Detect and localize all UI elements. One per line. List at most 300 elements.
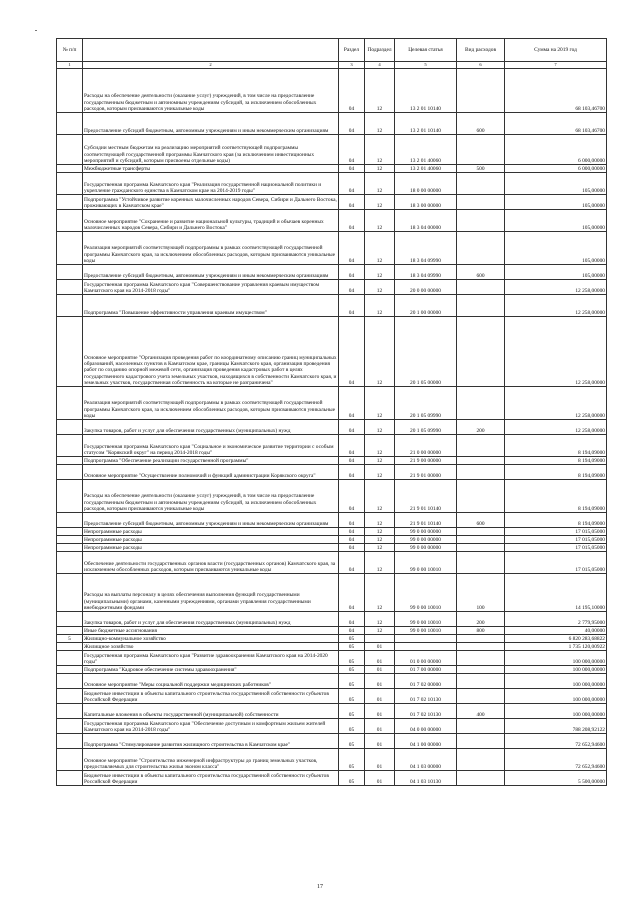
table-row: [57, 295, 607, 317]
cell-section: 04: [339, 195, 365, 210]
col-header-num: № п/п: [57, 39, 83, 62]
cell-section: 04: [339, 544, 365, 552]
budget-table-sheet: [56, 38, 606, 786]
cell-subsection: 12: [365, 173, 395, 195]
table-row: [57, 544, 607, 552]
cell-num: [57, 528, 83, 536]
cell-target: 21 9 00 00000: [395, 457, 457, 465]
cell-name: Жилищно-коммунальное хозяйство: [83, 635, 339, 643]
cell-type: [457, 651, 505, 666]
cell-type: [457, 295, 505, 317]
cell-amount: 17 015,05000: [505, 544, 607, 552]
cell-target: 01 7 00 00000: [395, 666, 457, 674]
cell-type: [457, 435, 505, 457]
cell-num: [57, 574, 83, 612]
cell-amount: 17 015,05000: [505, 536, 607, 544]
cell-section: 04: [339, 317, 365, 387]
table-row: [57, 387, 607, 420]
cell-type: [457, 465, 505, 480]
cell-subsection: 01: [365, 666, 395, 674]
cell-type: [457, 280, 505, 295]
cell-name: Реализация мероприятий соответствующей подпрограммы в рамках соответствующей государственной программы Камчатского края, за исключением обособленных расходов, которым присваиваются уникальные коды: [83, 387, 339, 420]
col-header-amount: Сумма на 2019 год: [505, 39, 607, 62]
cell-section: 04: [339, 513, 365, 528]
table-index-row: [57, 62, 607, 69]
cell-subsection: 12: [365, 165, 395, 173]
table-row: [57, 513, 607, 528]
cell-type: [457, 635, 505, 643]
cell-type: 500: [457, 165, 505, 173]
cell-name: Бюджетные инвестиции в объекты капитального строительства государственной собственности субъектов Российской Федерации: [83, 689, 339, 704]
cell-name: Государственная программа Камчатского края "Социальное и экономическое развитие территории с особым статусом "Корякский округ" на период 2014-2018 годы": [83, 435, 339, 457]
cell-subsection: 01: [365, 771, 395, 786]
cell-name: Капитальные вложения в объекты государственной (муниципальной) собственности: [83, 704, 339, 719]
cell-amount: 12 258,00000: [505, 280, 607, 295]
cell-name: Государственная программа Камчатского края "Реализация государственной национальной политики и укрепление гражданского единства в Камчатском крае на 2014-2019 годы": [83, 173, 339, 195]
cell-subsection: 12: [365, 387, 395, 420]
cell-amount: 8 194,09000: [505, 465, 607, 480]
cell-subsection: 12: [365, 513, 395, 528]
col-index-1: 1: [57, 62, 83, 69]
cell-subsection: 01: [365, 704, 395, 719]
col-index-5: 5: [395, 62, 457, 69]
cell-target: 99 0 00 10010: [395, 627, 457, 635]
cell-name: Государственная программа Камчатского края "Совершенствование управления краевым имуществом Камчатского края на 2014-2018 годы": [83, 280, 339, 295]
cell-target: 13 2 01 10140: [395, 113, 457, 135]
table-row: [57, 627, 607, 635]
table-row: [57, 666, 607, 674]
cell-subsection: 12: [365, 195, 395, 210]
cell-amount: 100 000,00000: [505, 704, 607, 719]
cell-subsection: 12: [365, 536, 395, 544]
cell-section: 04: [339, 173, 365, 195]
cell-target: 20 0 00 00000: [395, 280, 457, 295]
cell-type: [457, 210, 505, 232]
cell-name: Непрограммные расходы: [83, 544, 339, 552]
table-row: [57, 480, 607, 513]
col-index-7: 7: [505, 62, 607, 69]
cell-amount: 12 258,00000: [505, 317, 607, 387]
cell-target: 99 0 00 00000: [395, 544, 457, 552]
cell-num: [57, 674, 83, 689]
cell-subsection: 12: [365, 113, 395, 135]
cell-type: [457, 232, 505, 265]
cell-amount: 6 000,00000: [505, 165, 607, 173]
cell-section: 05: [339, 704, 365, 719]
table-row: [57, 612, 607, 627]
cell-name: Расходы на обеспечение деятельности (оказание услуг) учреждений, в том числе на предоставление государственным бюджетным и автономным учреждениям субсидий, за исключением обособленных расходов, которым присваиваются уникальные коды: [83, 69, 339, 113]
cell-type: [457, 528, 505, 536]
table-row: [57, 536, 607, 544]
cell-name: Основное мероприятие "Строительство инженерной инфраструктуры до границ земельных участков, предоставляемых для строительства жилья эконом класса": [83, 749, 339, 771]
col-header-subsection: Подраздел: [365, 39, 395, 62]
cell-amount: 788 208,92122: [505, 719, 607, 734]
cell-subsection: [365, 635, 395, 643]
cell-section: 04: [339, 536, 365, 544]
cell-num: [57, 317, 83, 387]
cell-type: [457, 643, 505, 651]
cell-type: [457, 771, 505, 786]
cell-subsection: 01: [365, 674, 395, 689]
cell-subsection: 12: [365, 612, 395, 627]
cell-subsection: 12: [365, 280, 395, 295]
cell-target: 13 2 01 10140: [395, 69, 457, 113]
cell-num: [57, 265, 83, 280]
cell-subsection: 12: [365, 420, 395, 435]
cell-target: 20 1 00 00000: [395, 295, 457, 317]
cell-type: 200: [457, 420, 505, 435]
cell-target: 99 0 00 00000: [395, 536, 457, 544]
cell-name: Закупка товаров, работ и услуг для обеспечения государственных (муниципальных) нужд: [83, 420, 339, 435]
cell-section: 04: [339, 232, 365, 265]
cell-amount: 105,00000: [505, 210, 607, 232]
cell-num: [57, 771, 83, 786]
table-row: [57, 210, 607, 232]
table-row: [57, 173, 607, 195]
page-number: 17: [317, 884, 323, 890]
cell-num: [57, 280, 83, 295]
cell-section: 04: [339, 435, 365, 457]
cell-section: 05: [339, 643, 365, 651]
cell-name: Основное мероприятие "Меры социальной поддержки медицинских работников": [83, 674, 339, 689]
cell-type: [457, 173, 505, 195]
cell-section: 04: [339, 480, 365, 513]
cell-num: [57, 210, 83, 232]
cell-amount: 6 820 283,68822: [505, 635, 607, 643]
table-row: [57, 435, 607, 457]
cell-name: Межбюджетные трансферты: [83, 165, 339, 173]
cell-num: [57, 195, 83, 210]
table-row: [57, 457, 607, 465]
cell-type: [457, 69, 505, 113]
col-index-2: 2: [83, 62, 339, 69]
table-row: [57, 635, 607, 643]
cell-type: 100: [457, 574, 505, 612]
table-row: [57, 69, 607, 113]
table-row: [57, 749, 607, 771]
cell-section: 05: [339, 771, 365, 786]
cell-target: 04 1 03 00000: [395, 749, 457, 771]
cell-type: [457, 317, 505, 387]
cell-subsection: 12: [365, 232, 395, 265]
cell-section: 05: [339, 666, 365, 674]
cell-type: [457, 544, 505, 552]
cell-subsection: 01: [365, 643, 395, 651]
cell-amount: 105,00000: [505, 195, 607, 210]
cell-num: [57, 536, 83, 544]
cell-section: 05: [339, 689, 365, 704]
cell-target: 18 0 00 00000: [395, 173, 457, 195]
cell-type: [457, 135, 505, 165]
cell-subsection: 12: [365, 574, 395, 612]
cell-subsection: 12: [365, 627, 395, 635]
cell-target: 18 3 04 09990: [395, 232, 457, 265]
cell-target: 04 1 00 00000: [395, 734, 457, 749]
cell-section: 05: [339, 674, 365, 689]
cell-type: [457, 552, 505, 574]
cell-num: [57, 627, 83, 635]
cell-num: [57, 513, 83, 528]
cell-amount: 105,00000: [505, 265, 607, 280]
cell-target: 18 3 00 00000: [395, 195, 457, 210]
cell-target: 21 9 01 10140: [395, 513, 457, 528]
cell-type: [457, 734, 505, 749]
cell-section: 04: [339, 420, 365, 435]
cell-num: [57, 435, 83, 457]
cell-subsection: 12: [365, 435, 395, 457]
cell-num: [57, 734, 83, 749]
scan-mark: [35, 30, 37, 31]
table-header-row: [57, 39, 607, 62]
cell-name: Непрограммные расходы: [83, 536, 339, 544]
cell-name: Закупка товаров, работ и услуг для обеспечения государственных (муниципальных) нужд: [83, 612, 339, 627]
cell-section: 05: [339, 749, 365, 771]
cell-section: 04: [339, 165, 365, 173]
cell-name: Бюджетные инвестиции в объекты капитального строительства государственной собственности субъектов Российской Федерации: [83, 771, 339, 786]
cell-subsection: 12: [365, 465, 395, 480]
table-row: [57, 232, 607, 265]
cell-type: [457, 387, 505, 420]
cell-target: 20 1 05 09990: [395, 420, 457, 435]
cell-num: [57, 465, 83, 480]
cell-amount: 72 652,94600: [505, 734, 607, 749]
table-row: [57, 135, 607, 165]
cell-amount: 5 500,00000: [505, 771, 607, 786]
cell-num: [57, 113, 83, 135]
cell-amount: 100 000,00000: [505, 666, 607, 674]
table-row: [57, 574, 607, 612]
table-row: [57, 265, 607, 280]
cell-type: 600: [457, 265, 505, 280]
table-row: [57, 771, 607, 786]
table-row: [57, 195, 607, 210]
cell-type: [457, 536, 505, 544]
cell-name: Основное мероприятие "Осуществление полномочий и функций администрации Корякского округа": [83, 465, 339, 480]
cell-num: [57, 135, 83, 165]
cell-name: Подпрограмма "Кадровое обеспечение системы здравоохранения": [83, 666, 339, 674]
cell-subsection: 12: [365, 69, 395, 113]
cell-amount: 72 652,94600: [505, 749, 607, 771]
cell-name: Обеспечение деятельности государственных органов власти (государственных органов) Камчатского края, за исключением обособленных расходов, которым присваиваются уникальные коды: [83, 552, 339, 574]
cell-target: [395, 635, 457, 643]
cell-num: [57, 704, 83, 719]
cell-subsection: 01: [365, 651, 395, 666]
cell-target: 01 0 00 00000: [395, 651, 457, 666]
col-header-target: Целевая статья: [395, 39, 457, 62]
cell-type: 600: [457, 113, 505, 135]
table-row: [57, 719, 607, 734]
table-row: [57, 674, 607, 689]
cell-target: 99 0 00 00000: [395, 528, 457, 536]
cell-type: [457, 457, 505, 465]
cell-num: [57, 666, 83, 674]
cell-section: 04: [339, 135, 365, 165]
cell-type: [457, 195, 505, 210]
cell-amount: 2 779,95000: [505, 612, 607, 627]
table-row: [57, 420, 607, 435]
cell-section: 04: [339, 113, 365, 135]
cell-section: 04: [339, 280, 365, 295]
cell-amount: 8 194,09000: [505, 435, 607, 457]
cell-name: Государственная программа Камчатского края "Развитие здравоохранения Камчатского края на 2014-2020 годы": [83, 651, 339, 666]
cell-target: 01 7 02 00000: [395, 674, 457, 689]
cell-subsection: 12: [365, 210, 395, 232]
cell-subsection: 12: [365, 135, 395, 165]
cell-amount: 105,00000: [505, 173, 607, 195]
cell-target: 21 9 01 10140: [395, 480, 457, 513]
table-row: [57, 113, 607, 135]
cell-subsection: 12: [365, 480, 395, 513]
cell-name: Иные бюджетные ассигнования: [83, 627, 339, 635]
cell-amount: 68 103,46700: [505, 69, 607, 113]
cell-section: 05: [339, 719, 365, 734]
cell-name: Подпрограмма "Повышение эффективности управления краевым имуществом": [83, 295, 339, 317]
cell-section: 05: [339, 734, 365, 749]
cell-num: [57, 232, 83, 265]
col-header-expense-type: Вид расходов: [457, 39, 505, 62]
cell-type: [457, 719, 505, 734]
cell-name: Расходы на обеспечение деятельности (оказание услуг) учреждений, в том числе на предоставление государственным бюджетным и автономным учреждениям субсидий, за исключением обособленных расходов, которым присваиваются уникальные коды: [83, 480, 339, 513]
cell-amount: 8 194,09000: [505, 457, 607, 465]
cell-type: 400: [457, 704, 505, 719]
cell-num: [57, 173, 83, 195]
table-body: [57, 69, 607, 786]
cell-num: [57, 544, 83, 552]
cell-subsection: 12: [365, 265, 395, 280]
cell-amount: 40,00000: [505, 627, 607, 635]
cell-name: Основное мероприятие "Организация проведения работ по координатному описанию границ муниципальных образований, населенных пунктов в Камчатском крае, границы Камчатского края, организация проведения работ по созданию опорной межевой сети, организация проведения кадастровых работ в целях государственного кадастрового учета земельных участков, находящихся в собственности Камчатского края, и земельных участков, государственная собственность на которые не разграничена": [83, 317, 339, 387]
cell-section: 04: [339, 210, 365, 232]
cell-amount: 100 000,00000: [505, 674, 607, 689]
cell-amount: 6 000,00000: [505, 135, 607, 165]
cell-target: 99 0 00 10010: [395, 612, 457, 627]
cell-amount: 105,00000: [505, 232, 607, 265]
cell-target: 04 0 00 00000: [395, 719, 457, 734]
col-index-6: 6: [457, 62, 505, 69]
cell-name: Жилищное хозяйство: [83, 643, 339, 651]
cell-section: 04: [339, 627, 365, 635]
cell-type: [457, 480, 505, 513]
cell-subsection: 12: [365, 528, 395, 536]
cell-num: [57, 387, 83, 420]
cell-section: 04: [339, 528, 365, 536]
cell-target: 13 2 01 40060: [395, 165, 457, 173]
cell-type: 200: [457, 612, 505, 627]
cell-type: [457, 666, 505, 674]
cell-amount: 17 015,05000: [505, 528, 607, 536]
cell-amount: 100 000,00000: [505, 651, 607, 666]
cell-section: 05: [339, 635, 365, 643]
cell-target: 13 2 01 40060: [395, 135, 457, 165]
cell-name: Предоставление субсидий бюджетным, автономным учреждениям и иным некоммерческим организациям: [83, 113, 339, 135]
cell-target: 01 7 02 10130: [395, 689, 457, 704]
cell-amount: 17 015,05000: [505, 552, 607, 574]
cell-subsection: 01: [365, 719, 395, 734]
cell-amount: 1 735 120,00922: [505, 643, 607, 651]
cell-subsection: 12: [365, 295, 395, 317]
cell-num: [57, 165, 83, 173]
cell-target: 18 3 04 09990: [395, 265, 457, 280]
table-row: [57, 704, 607, 719]
cell-name: Подпрограмма "Устойчивое развитие коренных малочисленных народов Севера, Сибири и Дальнего Востока, проживающих в Камчатском крае": [84, 196, 337, 209]
cell-subsection: 01: [365, 734, 395, 749]
cell-section: 04: [339, 552, 365, 574]
cell-subsection: 01: [365, 749, 395, 771]
col-header-section: Раздел: [339, 39, 365, 62]
table-row: [57, 552, 607, 574]
cell-section: 04: [339, 574, 365, 612]
cell-num: [57, 749, 83, 771]
cell-type: [457, 749, 505, 771]
table-row: [57, 651, 607, 666]
table-row: [57, 643, 607, 651]
cell-name: Предоставление субсидий бюджетным, автономным учреждениям и иным некоммерческим организациям: [83, 513, 339, 528]
cell-num: [57, 689, 83, 704]
cell-section: 04: [339, 387, 365, 420]
cell-subsection: 01: [365, 689, 395, 704]
cell-amount: 12 258,00000: [505, 387, 607, 420]
cell-name: Расходы на выплаты персоналу в целях обеспечения выполнения функций государственными (муниципальными) органами, казенными учреждениями, органами управления государственными внебюджетными фондами: [83, 574, 339, 612]
cell-num: [57, 719, 83, 734]
col-index-4: 4: [365, 62, 395, 69]
cell-target: 01 7 02 10130: [395, 704, 457, 719]
cell-amount: 68 103,46700: [505, 113, 607, 135]
cell-name: Непрограммные расходы: [83, 528, 339, 536]
cell-section: 04: [339, 265, 365, 280]
cell-num: [57, 651, 83, 666]
cell-section: 04: [339, 612, 365, 627]
table-row: [57, 734, 607, 749]
table-row: [57, 317, 607, 387]
cell-target: 99 0 00 10010: [395, 574, 457, 612]
cell-num: [57, 420, 83, 435]
cell-name: Государственная программа Камчатского края "Обеспечение доступным и комфортным жильем жителей Камчатского края на 2014-2018 годы": [83, 719, 339, 734]
cell-target: 04 1 03 10130: [395, 771, 457, 786]
cell-type: 800: [457, 627, 505, 635]
cell-subsection: 12: [365, 552, 395, 574]
cell-amount: 100 000,00000: [505, 689, 607, 704]
cell-num: [57, 643, 83, 651]
budget-table: [56, 38, 607, 786]
cell-num: [57, 552, 83, 574]
cell-target: 20 1 05 09990: [395, 387, 457, 420]
cell-name: Подпрограмма "Стимулирование развития жилищного строительства в Камчатском крае": [83, 734, 339, 749]
cell-amount: 14 195,10000: [505, 574, 607, 612]
cell-target: 20 1 05 00000: [395, 317, 457, 387]
cell-target: 18 3 04 00000: [395, 210, 457, 232]
cell-section: 04: [339, 457, 365, 465]
cell-subsection: 12: [365, 457, 395, 465]
cell-name: Подпрограмма "Обеспечение реализации государственной программы": [83, 457, 339, 465]
cell-target: 21 9 01 00000: [395, 465, 457, 480]
table-row: [57, 465, 607, 480]
cell-section: 04: [339, 69, 365, 113]
cell-type: [457, 689, 505, 704]
cell-target: 21 0 00 00000: [395, 435, 457, 457]
cell-type: [457, 674, 505, 689]
cell-num: [57, 612, 83, 627]
cell-section: 05: [339, 651, 365, 666]
cell-subsection: 12: [365, 544, 395, 552]
cell-section: 04: [339, 295, 365, 317]
cell-target: 99 0 00 10010: [395, 552, 457, 574]
col-header-name: [83, 39, 339, 62]
cell-amount: 12 258,00000: [505, 295, 607, 317]
cell-name: Субсидии местным бюджетам на реализацию мероприятий соответствующей подпрограммы соответствующей государственной программы Камчатского края (за исключением инвестиционных мероприятий и субсидий, которым присвоены отдельные коды): [83, 135, 339, 165]
table-row: [57, 528, 607, 536]
table-row: [57, 165, 607, 173]
table-row: [57, 280, 607, 295]
